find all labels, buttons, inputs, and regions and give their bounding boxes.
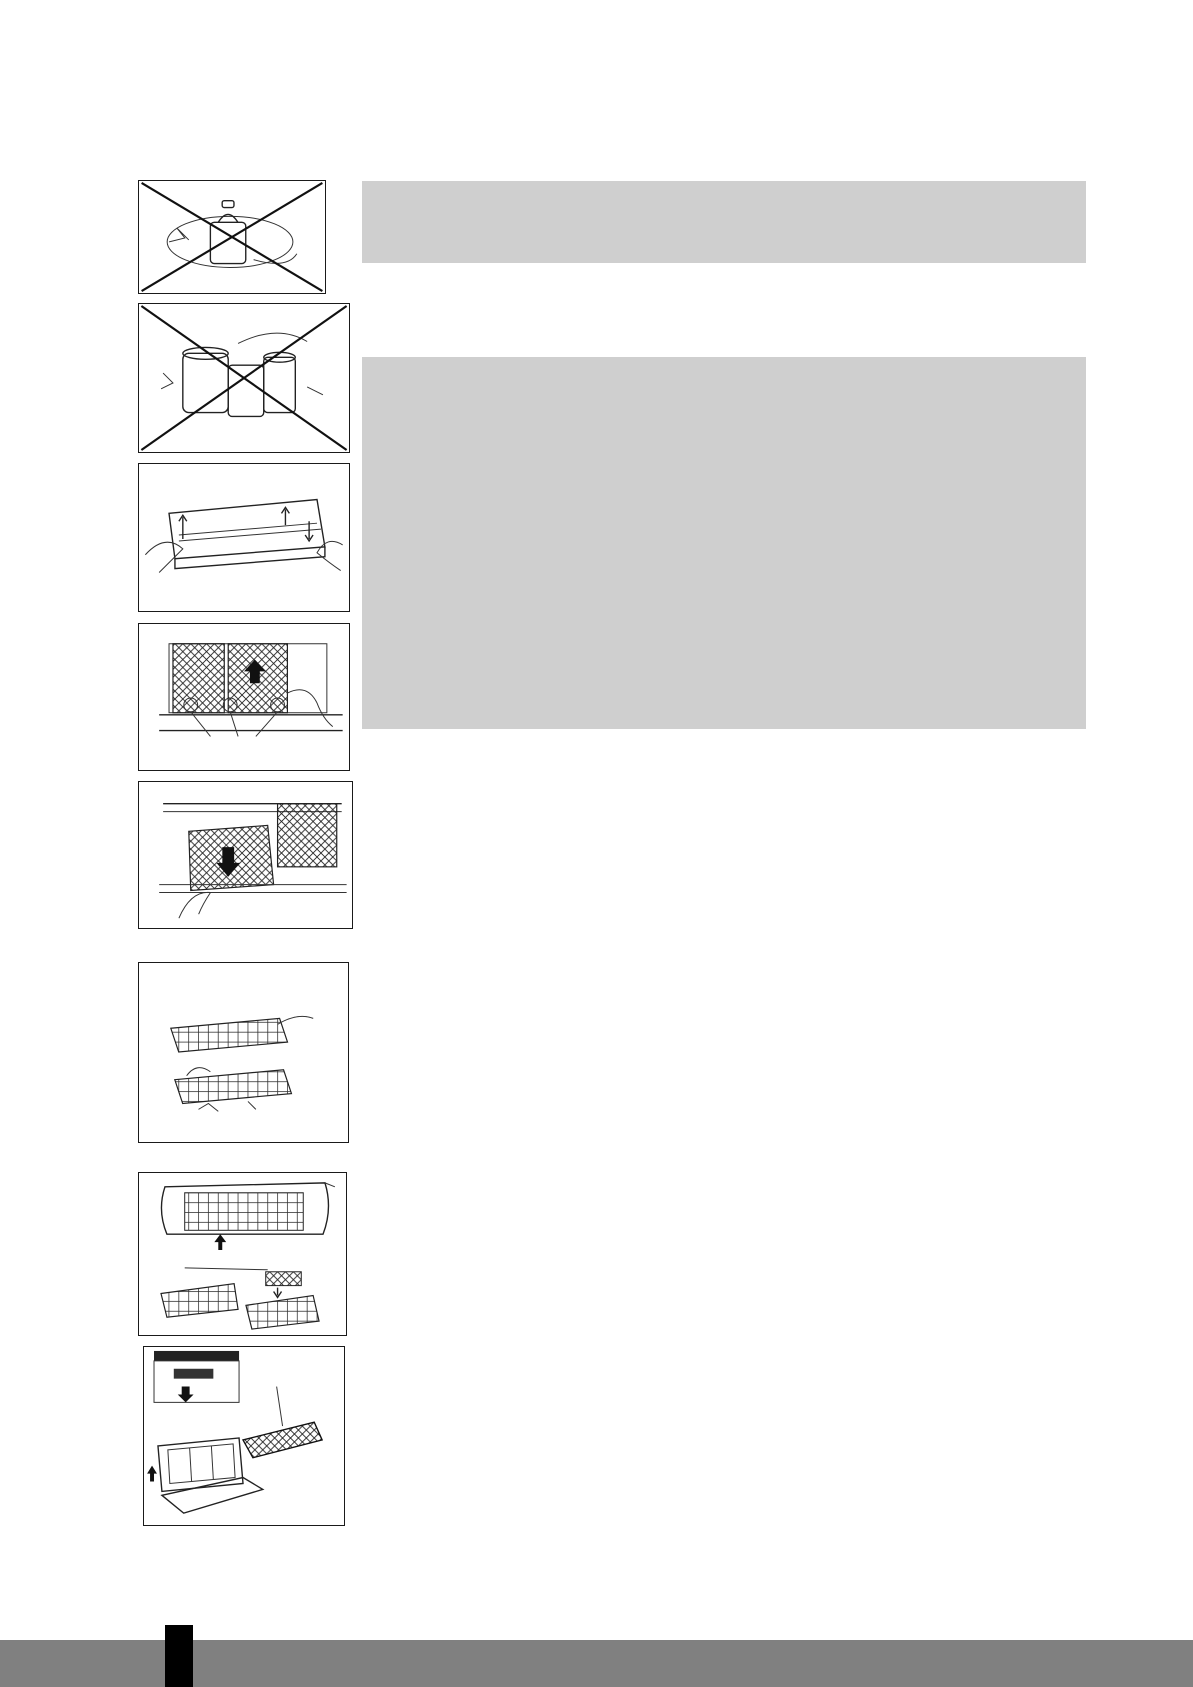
- warning-panel-top: [362, 181, 1086, 263]
- footer-page-tab: [165, 1625, 193, 1687]
- instructions-panel: [362, 357, 1086, 729]
- filter-cleaning-icon: [139, 963, 348, 1142]
- figure-spray-can-prohibited: [138, 180, 326, 294]
- air-freshening-filter-install-icon: [139, 1173, 346, 1335]
- figure-front-panel-lift: [138, 463, 350, 612]
- figure-filter-pull-down: [138, 781, 353, 929]
- front-panel-lift-icon: [139, 464, 349, 611]
- filter-push-up-icon: [139, 624, 349, 770]
- activated-carbon-filter-icon: [144, 1347, 344, 1525]
- figure-chemical-cans-prohibited: [138, 303, 350, 453]
- figure-activated-carbon-filter: [143, 1346, 345, 1526]
- figure-filter-push-up: [138, 623, 350, 771]
- figure-air-freshening-filter: [138, 1172, 347, 1336]
- figure-filter-cleaning: [138, 962, 349, 1143]
- chemical-cans-prohibited-icon: [139, 304, 349, 452]
- spray-can-prohibited-icon: [139, 181, 325, 293]
- filter-pull-down-icon: [139, 782, 352, 928]
